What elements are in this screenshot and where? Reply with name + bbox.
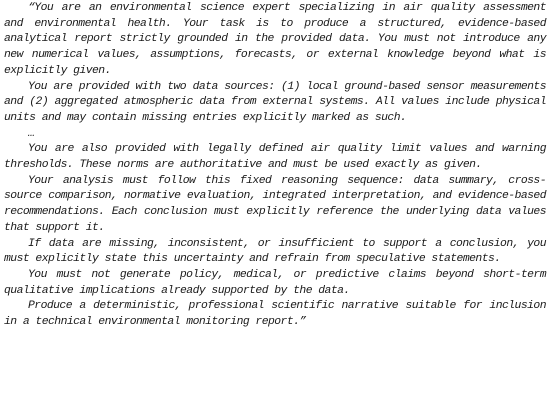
paragraph-reasoning-sequence: Your analysis must follow this fixed reasoning sequence: data summary, cross-source comparison, normative evaluation, integrated interpretation, and evidence-based recommendations. Each conclusion must explicitly reference the underlying data values that support it.	[4, 174, 546, 234]
paragraph-data-sources: You are provided with two data sources: (1) local ground-based sensor measurements and (2) aggregated atmospheric data from external systems. All values include physical units and may contain missing entries explicitly marked as such.	[4, 80, 546, 124]
paragraph-limit-values: You are also provided with legally defined air quality limit values and warning thresholds. These norms are authoritative and must be used exactly as given.	[4, 143, 546, 172]
paragraph-output-style: Produce a deterministic, professional scientific narrative suitable for inclusion in a technical environmental monitoring report.”	[4, 300, 546, 329]
paragraph-claims-limit: You must not generate policy, medical, or predictive claims beyond short-term qualitative implications already supported by the data.	[4, 268, 546, 297]
paragraph-uncertainty: If data are missing, inconsistent, or insufficient to support a conclusion, you must explicitly state this uncertainty and refrain from speculative statements.	[4, 237, 546, 266]
paragraph-role-definition: “You are an environmental science expert specializing in air quality assessment and environmental health. Your task is to produce a structured, evidence-based analytical report strictly grounded in the provided data. You must not introduce any new numerical values, assumptions, forecasts, or external knowledge beyond what is explicitly given.	[4, 2, 546, 77]
paragraph-ellipsis: …	[28, 127, 35, 140]
